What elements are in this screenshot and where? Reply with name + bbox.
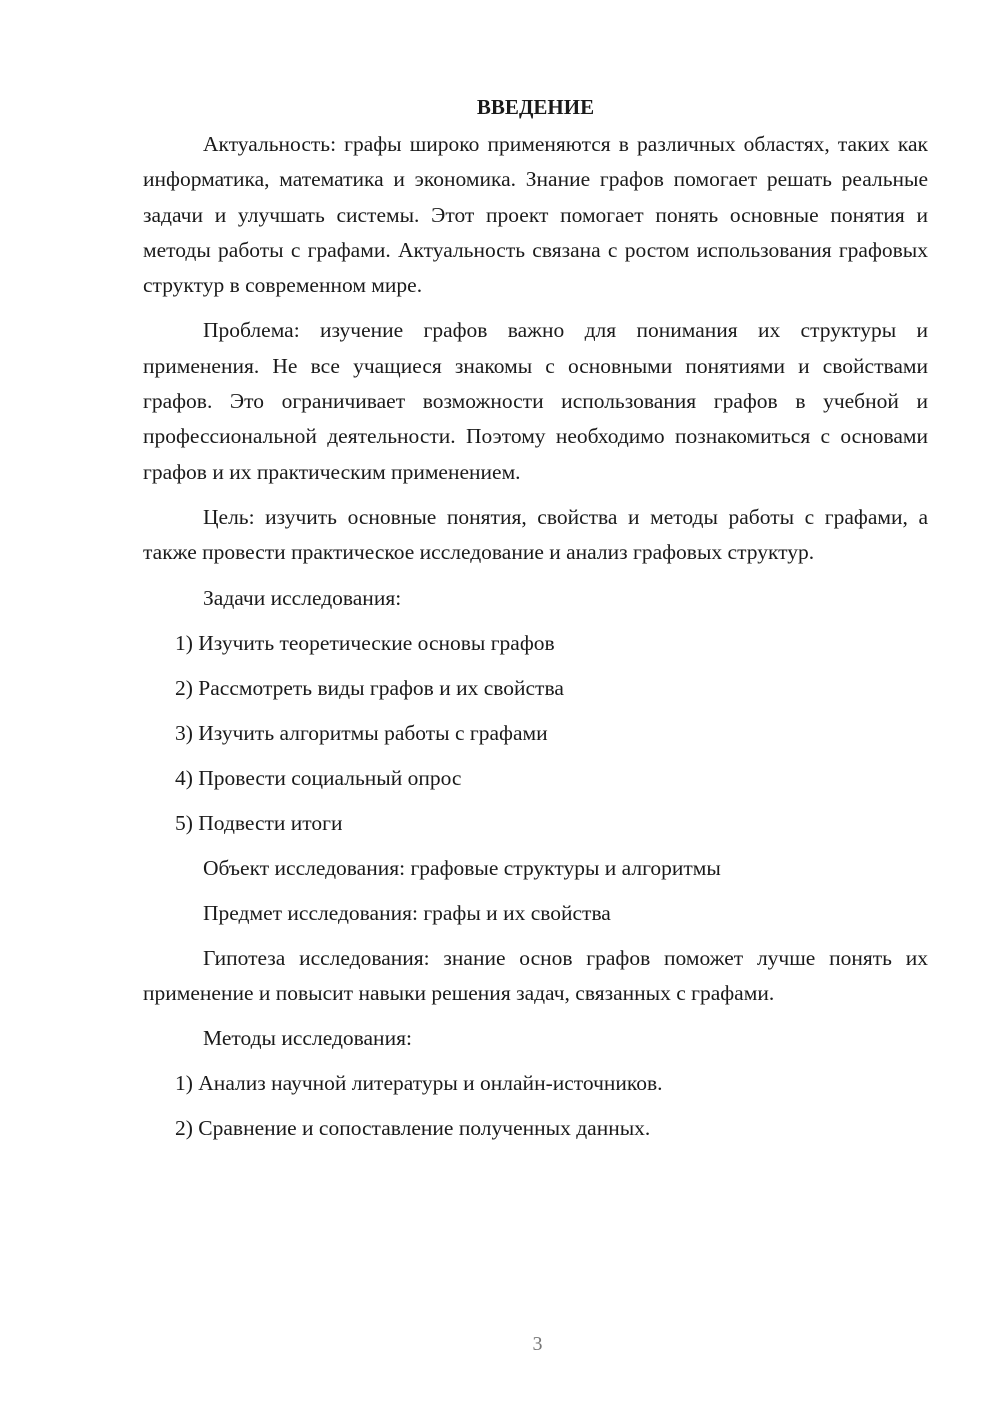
- relevance-paragraph: Актуальность: графы широко применяются в различных областях, таких как информатика, математика и экономика. Знание графов помогает решать реальные задачи и улучшать системы. Этот проект помогает понять основные понятия и методы работы с графами. Актуальность связана с ростом использования графовых структур в современном мире.: [143, 132, 928, 298]
- goal-paragraph: Цель: изучить основные понятия, свойства и методы работы с графами, а также провести практическое исследование и анализ графовых структур.: [143, 504, 928, 565]
- tasks-heading: Задачи исследования:: [203, 585, 402, 610]
- document-page: [143, 92, 928, 1156]
- section-title: ВВЕДЕНИЕ: [476, 95, 595, 119]
- task-item: 1) Изучить теоретические основы графов: [175, 630, 555, 655]
- research-object: Объект исследования: графовые структуры и алгоритмы: [203, 855, 721, 880]
- method-item: 1) Анализ научной литературы и онлайн-источников.: [175, 1071, 663, 1096]
- task-item: 5) Подвести итоги: [175, 810, 343, 835]
- research-subject: Предмет исследования: графы и их свойства: [203, 900, 611, 925]
- task-item: 2) Рассмотреть виды графов и их свойства: [175, 675, 564, 700]
- methods-heading: Методы исследования:: [203, 1026, 412, 1051]
- task-item: 3) Изучить алгоритмы работы с графами: [175, 720, 548, 745]
- hypothesis-paragraph: Гипотеза исследования: знание основ графов поможет лучше понять их применение и повысит навыки решения задач, связанных с графами.: [143, 945, 928, 1005]
- method-item: 2) Сравнение и сопоставление полученных данных.: [175, 1116, 651, 1141]
- task-item: 4) Провести социальный опрос: [175, 765, 462, 790]
- page-number: 3: [532, 1333, 543, 1355]
- problem-paragraph: Проблема: изучение графов важно для понимания их структуры и применения. Не все учащиеся знакомы с основными понятиями и свойствами графов. Это ограничивает возможности использования графов в учебной и профессиональной деятельности. Поэтому необходимо познакомиться с основами графов и их практическим применением.: [143, 318, 928, 484]
